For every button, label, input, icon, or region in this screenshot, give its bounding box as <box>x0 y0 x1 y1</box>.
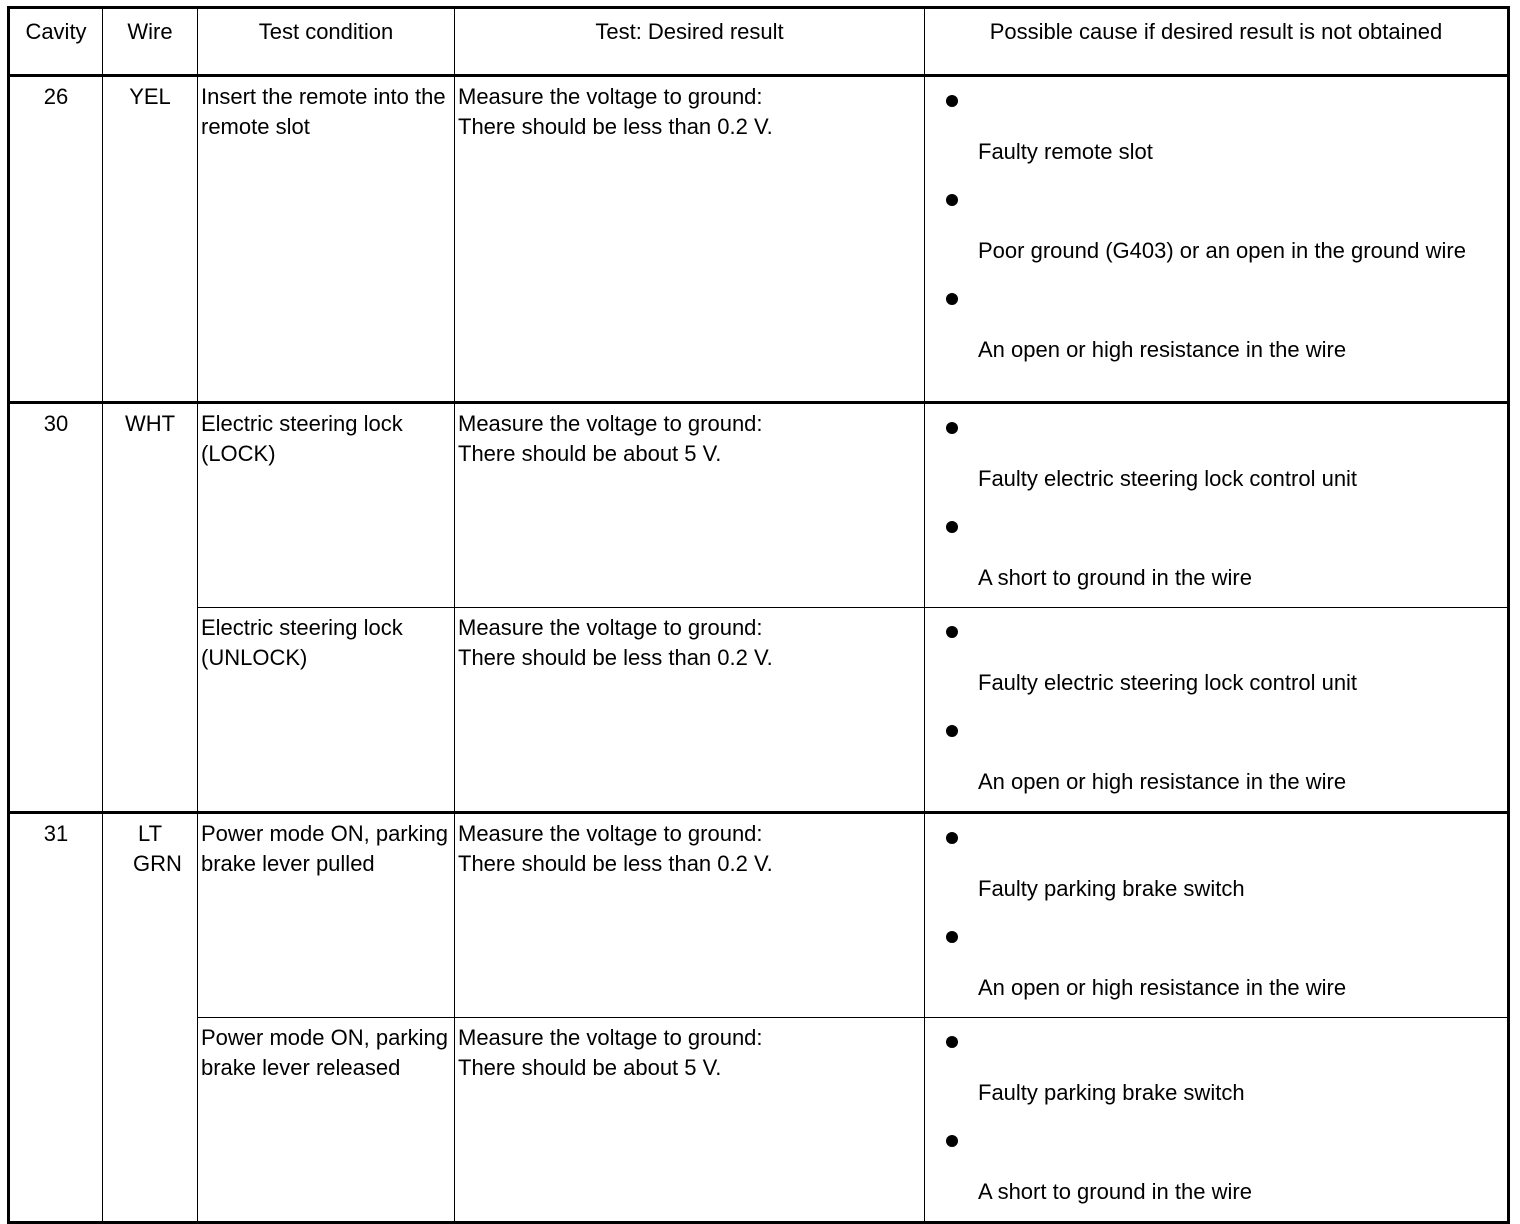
result-line: There should be less than 0.2 V. <box>458 114 773 139</box>
bullet-icon <box>946 422 958 434</box>
cause-item <box>925 181 1507 266</box>
cavity-cell: 31 <box>9 813 103 1223</box>
cause-cell <box>925 813 1509 1018</box>
cause-text: Faulty electric steering lock control unit <box>978 466 1358 491</box>
result-cell <box>455 1018 925 1223</box>
cause-text: Faulty parking brake switch <box>978 876 1245 901</box>
cause-cell <box>925 608 1509 813</box>
result-line: Measure the voltage to ground: <box>458 1025 763 1050</box>
header-cause-text: Possible cause if desired result is not obtained <box>989 19 1443 44</box>
result-cell <box>455 813 925 1018</box>
cause-text: Faulty remote slot <box>978 139 1153 164</box>
cause-cell <box>925 76 1509 403</box>
cause-text: Faulty parking brake switch <box>978 1080 1245 1105</box>
cavity-cell: 30 <box>9 403 103 813</box>
bullet-icon <box>946 293 958 305</box>
cause-cell <box>925 1018 1509 1223</box>
header-possible-cause <box>925 8 1509 76</box>
result-line: There should be about 5 V. <box>458 1055 722 1080</box>
bullet-icon <box>946 626 958 638</box>
condition-cell: Power mode ON, parking brake lever released <box>198 1018 455 1223</box>
bullet-icon <box>946 1036 958 1048</box>
cause-item <box>925 1122 1507 1207</box>
header-desired-result: Test: Desired result <box>455 8 925 76</box>
cause-cell <box>925 403 1509 608</box>
result-cell <box>455 403 925 608</box>
bullet-icon <box>946 194 958 206</box>
wire-cell: YEL <box>103 76 198 403</box>
result-line: Measure the voltage to ground: <box>458 615 763 640</box>
table-row <box>9 76 1509 403</box>
cause-item <box>925 819 1507 904</box>
cause-text: A short to ground in the wire <box>978 565 1252 590</box>
wire-cell <box>103 813 198 1223</box>
cause-item <box>925 918 1507 1003</box>
header-cavity: Cavity <box>9 8 103 76</box>
condition-cell: Electric steering lock (LOCK) <box>198 403 455 608</box>
condition-cell: Insert the remote into the remote slot <box>198 76 455 403</box>
test-table <box>7 6 1510 1224</box>
bullet-icon <box>946 931 958 943</box>
cause-text: An open or high resistance in the wire <box>978 769 1347 794</box>
result-cell <box>455 76 925 403</box>
result-line: Measure the voltage to ground: <box>458 411 763 436</box>
bullet-icon <box>946 95 958 107</box>
cause-item <box>925 508 1507 593</box>
bullet-icon <box>946 1135 958 1147</box>
cause-text: Faulty electric steering lock control unit <box>978 670 1358 695</box>
wire-cell: WHT <box>103 403 198 813</box>
cause-text: An open or high resistance in the wire <box>978 975 1347 1000</box>
cause-item <box>925 409 1507 494</box>
table-row <box>9 608 1509 813</box>
table-row <box>9 1018 1509 1223</box>
cavity-cell: 26 <box>9 76 103 403</box>
condition-cell: Electric steering lock (UNLOCK) <box>198 608 455 813</box>
bullet-icon <box>946 832 958 844</box>
result-line: Measure the voltage to ground: <box>458 821 763 846</box>
cause-item <box>925 712 1507 797</box>
result-cell <box>455 608 925 813</box>
header-row <box>9 8 1509 76</box>
condition-cell: Power mode ON, parking brake lever pulled <box>198 813 455 1018</box>
cause-item <box>925 613 1507 698</box>
result-line: There should be less than 0.2 V. <box>458 645 773 670</box>
header-test-condition: Test condition <box>198 8 455 76</box>
bullet-icon <box>946 521 958 533</box>
bullet-icon <box>946 725 958 737</box>
header-wire: Wire <box>103 8 198 76</box>
table-row <box>9 813 1509 1018</box>
cause-item <box>925 1023 1507 1108</box>
wire-text: LT GRN <box>133 821 182 876</box>
table-row <box>9 403 1509 608</box>
cause-text: A short to ground in the wire <box>978 1179 1252 1204</box>
cause-text: Poor ground (G403) or an open in the ground wire <box>978 238 1466 263</box>
result-line: There should be less than 0.2 V. <box>458 851 773 876</box>
result-line: There should be about 5 V. <box>458 441 722 466</box>
cause-item <box>925 82 1507 167</box>
cause-item <box>925 280 1507 365</box>
cause-text: An open or high resistance in the wire <box>978 337 1347 362</box>
result-line: Measure the voltage to ground: <box>458 84 763 109</box>
